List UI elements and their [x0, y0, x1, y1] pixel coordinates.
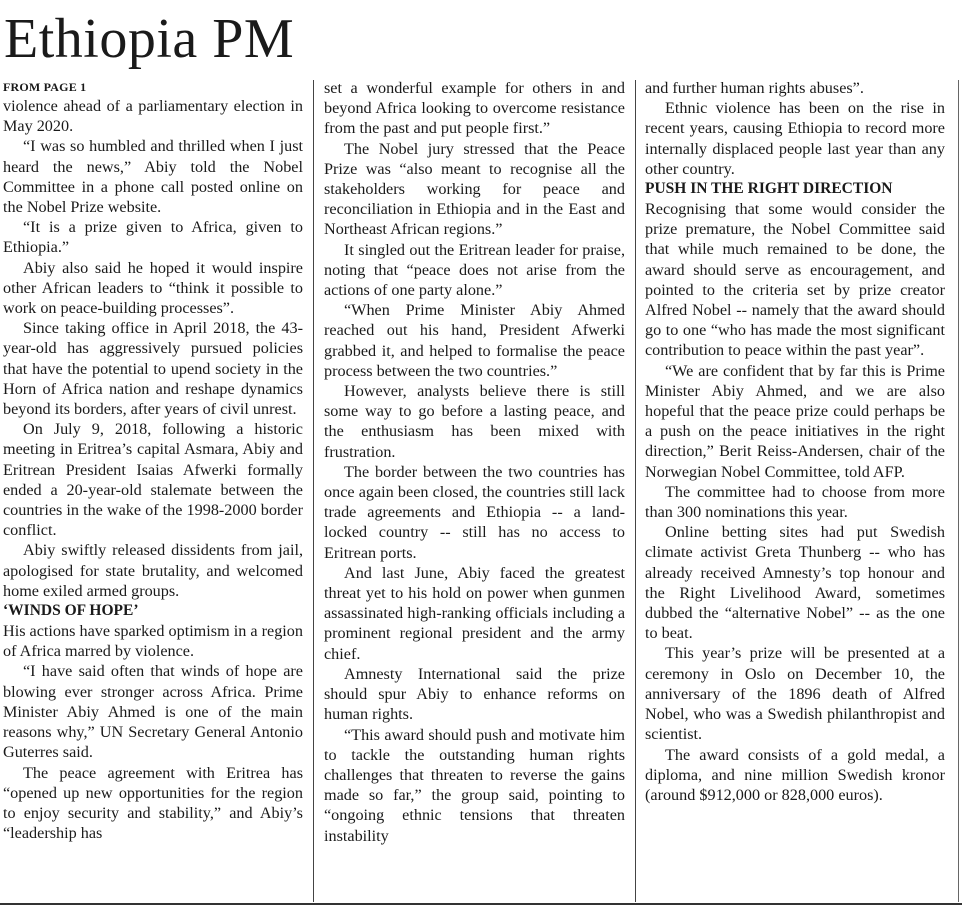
paragraph: The peace agreement with Eritrea has “opened up new opportunities for the region to enjoy security and stability,” and Abiy’s “leadership has	[3, 763, 303, 843]
paragraph: This year’s prize will be presented at a ceremony in Oslo on December 10, the anniversary of the 1896 death of Alfred Nobel, who was a Swedish philanthropist and scientist.	[645, 644, 945, 744]
column-2	[324, 78, 625, 901]
paragraph: violence ahead of a parliamentary election in May 2020.	[3, 97, 303, 136]
paragraph: However, analysts believe there is still some way to go before a lasting peace, and the enthusiasm has been mixed with frustration.	[324, 382, 625, 461]
paragraph: The Nobel jury stressed that the Peace Prize was “also meant to recognise all the stakeholders working for peace and reconciliation in Ethiopia and in the East and Northeast African regions.”	[324, 139, 625, 239]
kicker: FROM PAGE 1	[3, 80, 87, 94]
paragraph: “When Prime Minister Abiy Ahmed reached out his hand, President Afwerki grabbed it, and helped to formalise the peace process between the two countries.”	[324, 301, 625, 380]
paragraph: “It is a prize given to Africa, given to Ethiopia.”	[3, 218, 303, 257]
paragraph: Abiy also said he hoped it would inspire other African leaders to “think it possible to work on peace-building processes”.	[3, 258, 303, 318]
column-1	[3, 78, 303, 901]
paragraph: His actions have sparked optimism in a region of Africa marred by violence.	[3, 622, 303, 661]
paragraph: On July 9, 2018, following a historic meeting in Eritrea’s capital Asmara, Abiy and Eritrean President Isaias Afwerki formally ended a 20-year-old stalemate between the countries in the wake of the 1998-2000 border conflict.	[3, 420, 303, 540]
column-3	[645, 78, 945, 901]
headline: Ethiopia PM	[4, 8, 295, 70]
paragraph: Abiy swiftly released dissidents from jail, apologised for state brutality, and welcomed home exiled armed groups.	[3, 541, 303, 600]
paragraph: Recognising that some would consider the prize premature, the Nobel Committee said that while much remained to be done, the award should serve as encouragement, and pointed to the criteria set by prize creator Alfred Nobel -- namely that the award should go to one “who has made the most significant contribution to peace within the past year”.	[645, 200, 945, 360]
article-columns	[0, 78, 962, 901]
paragraph: “I was so humbled and thrilled when I just heard the news,” Abiy told the Nobel Committee in a phone call posted online on the Nobel Prize website.	[3, 137, 303, 217]
paragraph: set a wonderful example for others in and beyond Africa looking to overcome resistance from the past and put people first.”	[324, 79, 625, 138]
subhead: ‘WINDS OF HOPE’	[3, 602, 139, 620]
paragraph: And last June, Abiy faced the greatest threat yet to his hold on power when gunmen assassinated high-ranking officials including a prominent regional president and the army chief.	[324, 563, 625, 663]
paragraph: Since taking office in April 2018, the 43-year-old has aggressively pursued policies that have the potential to upend society in the Horn of Africa nation and reshape dynamics beyond its borders, after years of civil unrest.	[3, 319, 303, 419]
paragraph: The award consists of a gold medal, a diploma, and nine million Swedish kronor (around $912,000 or 828,000 euros).	[645, 745, 945, 804]
paragraph: The committee had to choose from more than 300 nominations this year.	[645, 482, 945, 522]
bottom-border	[0, 903, 962, 905]
paragraph: “We are confident that by far this is Prime Minister Abiy Ahmed, and we are also hopeful that the peace prize could perhaps be a push on the peace initiatives in the right direction,” Berit Reiss-Andersen, chair of the Norwegian Nobel Committee, told AFP.	[645, 361, 945, 481]
paragraph: “I have said often that winds of hope are blowing ever stronger across Africa. Prime Minister Abiy Ahmed is one of the main reasons why,” UN Secretary General Antonio Guterres said.	[3, 662, 303, 762]
paragraph: The border between the two countries has once again been closed, the countries still lack trade agreements and Ethiopia -- a land-locked country -- still has no access to Eritrean ports.	[324, 462, 625, 562]
paragraph: and further human rights abuses”.	[645, 79, 864, 97]
paragraph: Ethnic violence has been on the rise in recent years, causing Ethiopia to record more internally displaced people last year than any other country.	[645, 99, 945, 178]
paragraph: “This award should push and motivate him to tackle the outstanding human rights challenges that threaten to reverse the gains made so far,” the group said, pointing to “ongoing ethnic tensions that threaten instability	[324, 725, 625, 845]
subhead: PUSH IN THE RIGHT DIRECTION	[645, 180, 893, 198]
paragraph: It singled out the Eritrean leader for praise, noting that “peace does not arise from the actions of one party alone.”	[324, 240, 625, 300]
paragraph: Online betting sites had put Swedish climate activist Greta Thunberg -- who has already received Amnesty’s top honour and the Right Livelihood Award, sometimes dubbed the “alternative Nobel” -- as the one to beat.	[645, 523, 945, 643]
paragraph: Amnesty International said the prize should spur Abiy to enhance reforms on human rights.	[324, 664, 625, 724]
